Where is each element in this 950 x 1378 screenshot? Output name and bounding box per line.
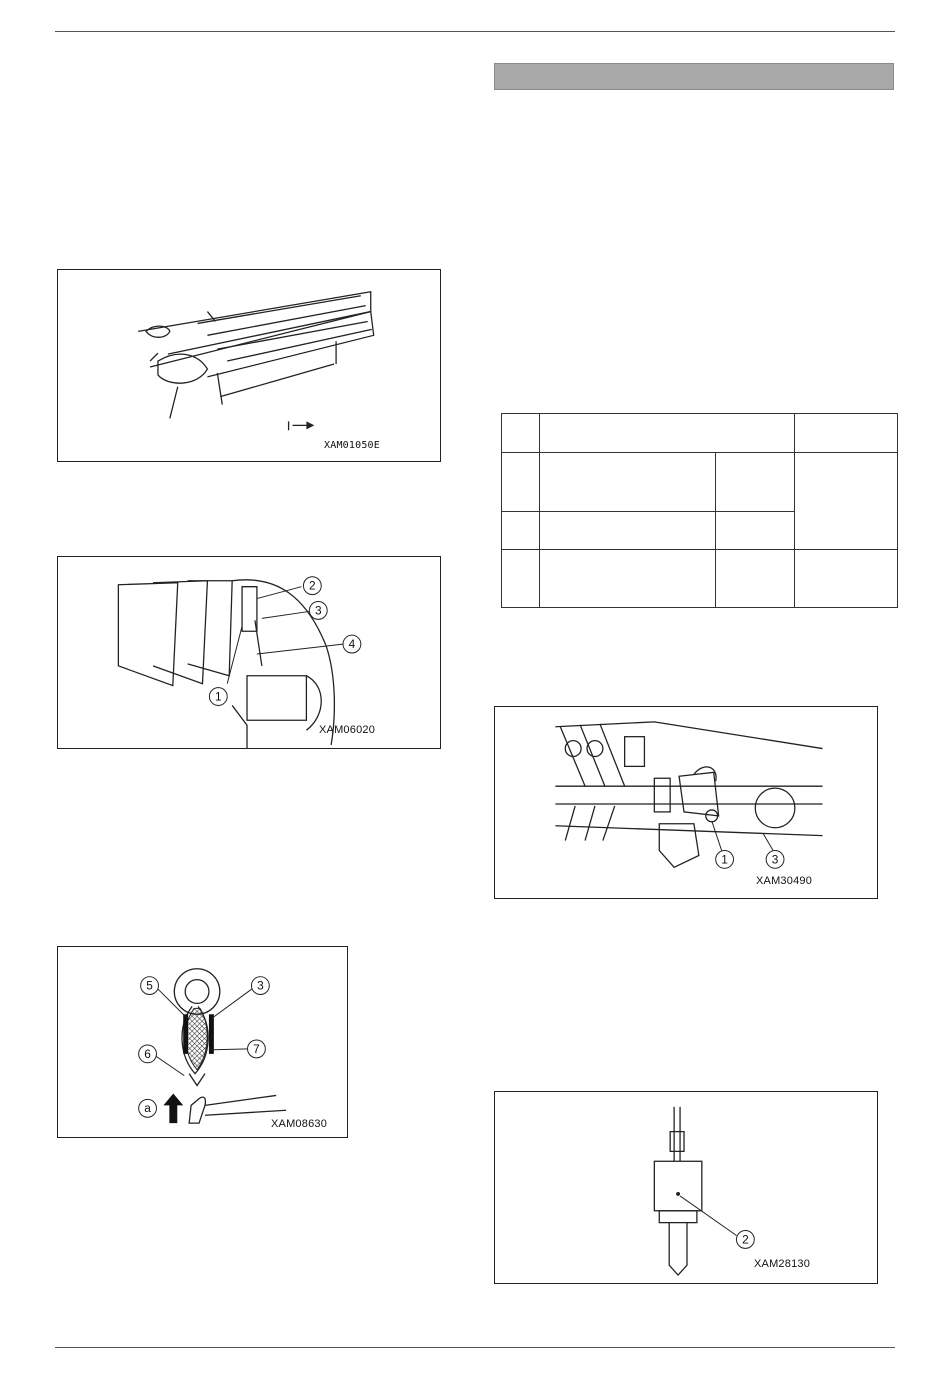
hook-callout-lines (495, 1092, 877, 1283)
figure-code: XAM28130 (754, 1258, 811, 1270)
table-row (502, 414, 898, 453)
table-cell (716, 512, 795, 550)
table-cell (502, 512, 540, 550)
table-cell (540, 512, 716, 550)
terminal-callout-6: 6 (144, 1046, 151, 1061)
clamp-callout-1: 1 (215, 689, 222, 704)
table-cell (795, 550, 898, 608)
terminal-callout-3: 3 (257, 978, 264, 993)
footer-rule (55, 1347, 895, 1348)
figure-code: XAM30490 (756, 875, 813, 887)
figure-terminal (57, 946, 348, 1138)
clamp-callout-3: 3 (314, 603, 322, 618)
figure-code: XAM08630 (271, 1118, 328, 1130)
specification-table (501, 413, 898, 608)
terminal-callout-a: a (144, 1101, 151, 1116)
table-cell (716, 550, 795, 608)
boom-callout-lines (495, 707, 877, 898)
figure-wire-rope (57, 269, 441, 462)
table-cell (502, 550, 540, 608)
terminal-callout-5: 5 (146, 978, 153, 993)
table-row (502, 453, 898, 512)
terminal-callout-lines (58, 947, 347, 1137)
figure-hook-block (494, 1091, 878, 1284)
table-row (502, 550, 898, 608)
boom-callout-1: 1 (721, 852, 728, 867)
hook-callout-2: 2 (742, 1232, 749, 1247)
clamp-callout-4: 4 (348, 637, 356, 652)
boom-callout-3: 3 (771, 852, 779, 867)
wire-rope-illustration (58, 270, 440, 461)
table-cell (540, 550, 716, 608)
header-rule (55, 31, 895, 32)
figure-code: XAM01050E (324, 440, 380, 451)
section-heading-bar (494, 63, 894, 90)
table-cell (502, 414, 540, 453)
terminal-callout-7: 7 (253, 1041, 260, 1056)
table-cell (795, 414, 898, 453)
figure-code: XAM06020 (319, 724, 376, 736)
clamp-callout-lines (58, 557, 440, 748)
clamp-callout-2: 2 (309, 578, 316, 593)
table-cell (502, 453, 540, 512)
table-cell (716, 453, 795, 512)
table-cell (540, 453, 716, 512)
figure-clamp (57, 556, 441, 749)
figure-boom (494, 706, 878, 899)
table-cell (795, 453, 898, 550)
table-cell (540, 414, 795, 453)
